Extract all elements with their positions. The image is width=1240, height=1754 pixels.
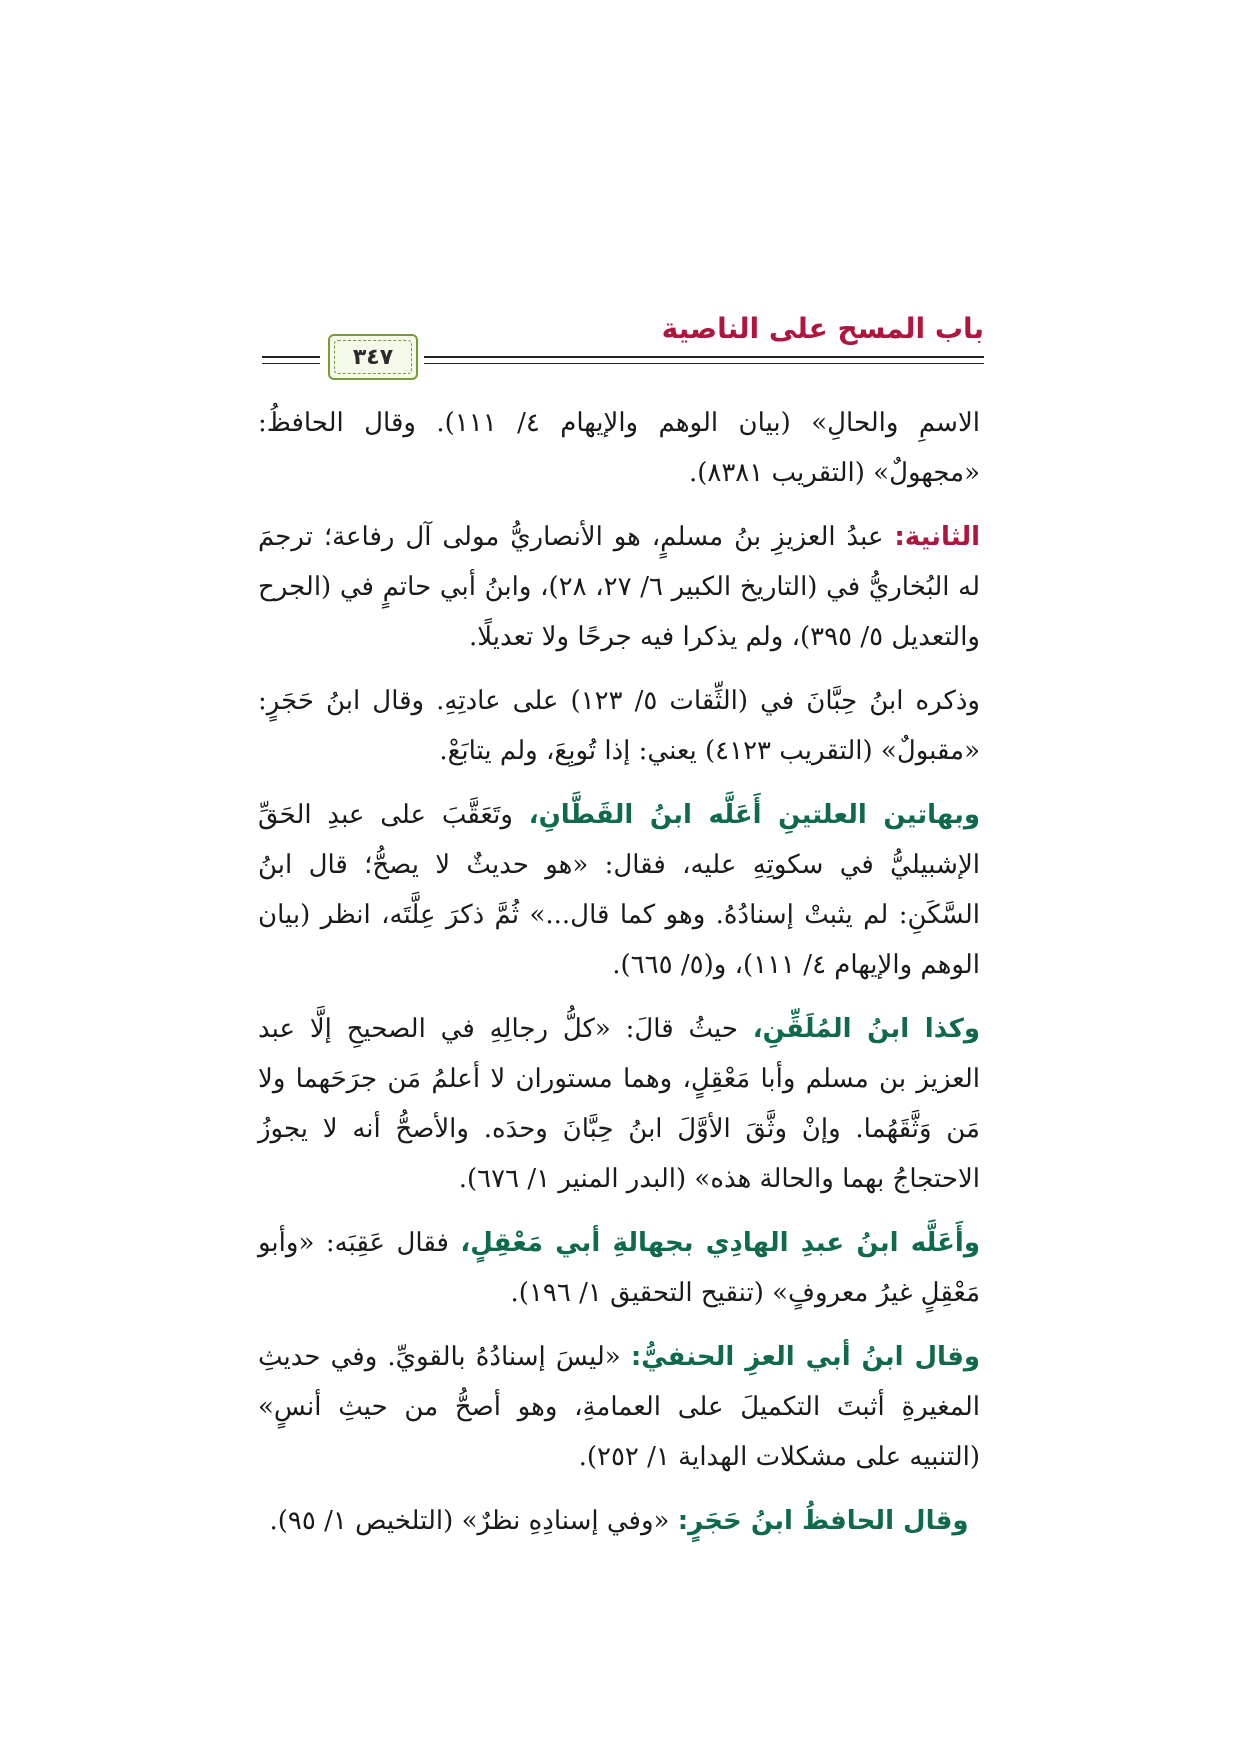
paragraph-text: عبدُ العزيزِ بنُ مسلمٍ، هو الأنصاريُّ مولى آل رفاعة؛ ترجمَ له البُخاريُّ في (التاريخ الكبير ٦/ ٢٧، ٢٨)، وابنُ أبي حاتمٍ في (الجرح والتعديل ٥/ ٣٩٥)، ولم يذكرا فيه جرحًا ولا تعديلًا. [258,522,980,652]
paragraph [258,676,980,776]
paragraph-lead: وأَعَلَّه ابنُ عبدِ الهادِي بجهالةِ أبي مَعْقِلٍ، [460,1228,980,1258]
paragraph-lead: وقال ابنُ أبي العزِ الحنفيُّ: [630,1342,981,1372]
paragraph-text: وتَعَقَّبَ على عبدِ الحَقِّ الإشبيليُّ في سكوتِهِ عليه، فقال: «هو حديثٌ لا يصحُّ؛ قال ابنُ السَّكَنِ: لم يثبتْ إسنادُهُ. وهو كما قال...» ثُمَّ ذكرَ عِلَّتَه، انظر (بيان الوهم والإيهام ٤/ ١١١)، و(٥/ ٦٦٥). [258,800,980,980]
header-rule [262,363,320,364]
paragraph [258,1218,980,1318]
header-rule [424,356,984,358]
page-number: ٣٤٧ [352,344,394,370]
paragraph-text: الاسمِ والحالِ» (بيان الوهم والإيهام ٤/ ١١١). وقال الحافظُ: «مجهولٌ» (التقريب ٨٣٨١). [258,408,980,488]
running-header [262,312,984,382]
paragraph [258,512,980,662]
paragraph-lead: وبهاتين العلتينِ أَعَلَّه ابنُ القَطَّانِ، [528,800,980,830]
paragraph [258,1004,980,1204]
header-rule [424,363,984,364]
paragraph [258,1496,980,1546]
page-body [258,398,980,1560]
paragraph [258,398,980,498]
paragraph-text: «وفي إسنادِهِ نظرٌ» (التلخيص ١/ ٩٥). [269,1506,678,1536]
paragraph-text: فقال عَقِبَه: «وأبو مَعْقِلٍ غيرُ معروفٍ» (تنقيح التحقيق ١/ ١٩٦). [258,1228,980,1308]
paragraph [258,1332,980,1482]
paragraph-lead: وقال الحافظُ ابنُ حَجَرٍ: [677,1506,969,1536]
page-number-badge [328,334,418,380]
paragraph-text: حيثُ قالَ: «كلُّ رجالِهِ في الصحيحِ إلَّا عبد العزيز بن مسلم وأبا مَعْقِلٍ، وهما مستوران لا أعلمُ مَن جرَحَهما ولا مَن وَثَّقَهُما. وإنْ وثَّقَ الأوَّلَ ابنُ حِبَّانَ وحدَه. والأصحُّ أنه لا يجوزُ الاحتجاجُ بهما والحالة هذه» (البدر المنير ١/ ٦٧٦). [258,1014,980,1194]
chapter-title: باب المسح على الناصية [661,312,984,345]
paragraph-lead: الثانية: [894,522,980,552]
paragraph-text: «ليسَ إسنادُهُ بالقويِّ. وفي حديثِ المغيرةِ أثبتَ التكميلَ على العمامةِ، وهو أصحُّ من حيثِ أنسٍ» (التنبيه على مشكلات الهداية ١/ ٢٥٢). [258,1342,980,1472]
header-rule [262,356,320,358]
paragraph-lead: وكذا ابنُ المُلَقِّنِ، [752,1014,981,1044]
paragraph-text: وذكره ابنُ حِبَّانَ في (الثِّقات ٥/ ١٢٣) على عادتِهِ. وقال ابنُ حَجَرٍ: «مقبولٌ» (التقريب ٤١٢٣) يعني: إذا تُوبِعَ، ولم يتابَعْ. [258,686,980,766]
paragraph [258,790,980,990]
